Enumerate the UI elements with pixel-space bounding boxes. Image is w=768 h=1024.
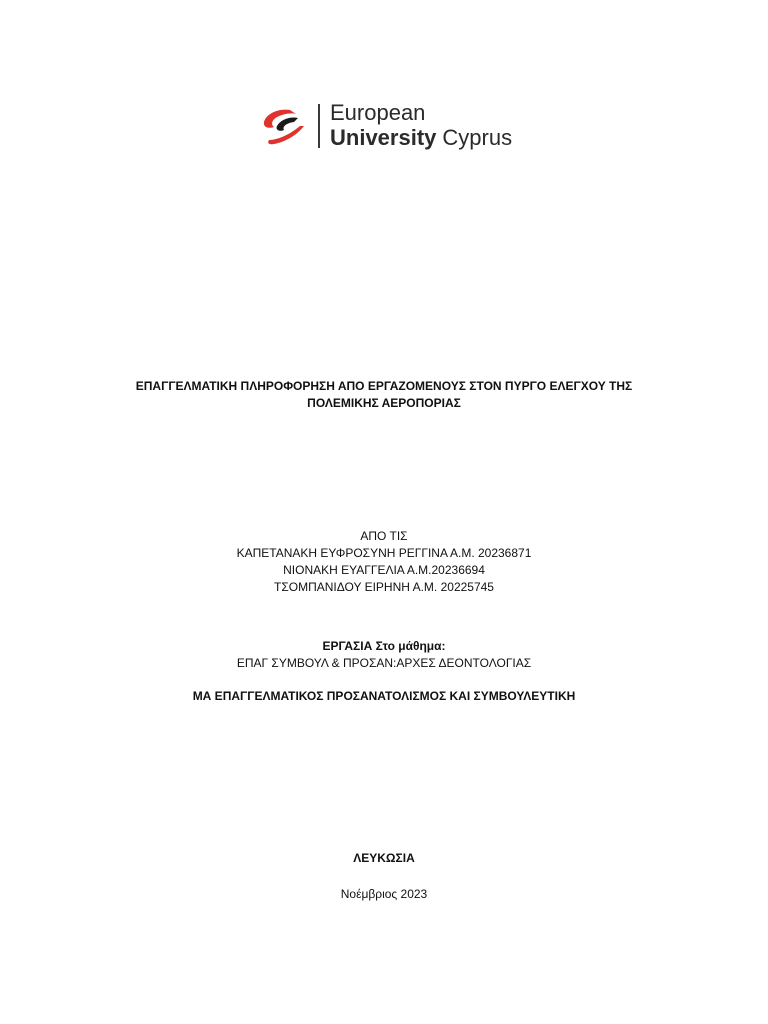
course-label: ΕΡΓΑΣΙΑ Στο μάθημα: [322, 639, 446, 653]
logo-divider [318, 104, 320, 148]
university-logo [260, 100, 520, 156]
university-logo-mark-icon [260, 102, 310, 152]
logo-line-2-light: Cyprus [442, 125, 513, 150]
city-name: ΛΕΥΚΩΣΙΑ [353, 851, 415, 865]
title-line-1: ΕΠΑΓΓΕΛΜΑΤΙΚΗ ΠΛΗΡΟΦΟΡΗΣΗ ΑΠΟ ΕΡΓΑΖΟΜΕΝΟΥΣ ΣΤΟΝ ΠΥΡΓΟ ΕΛΕΓΧΟΥ ΤΗΣ [135, 379, 633, 393]
logo-wordmark [330, 100, 512, 150]
document-title [0, 378, 768, 412]
author-name: ΚΑΠΕΤΑΝΑΚΗ ΕΥΦΡΟΣΥΝΗ ΡΕΓΓΙΝΑ Α.Μ. 20236871 [236, 546, 532, 560]
author-name: ΤΣΟΜΠΑΝΙΔΟΥ ΕΙΡΗΝΗ Α.Μ. 20225745 [274, 580, 494, 594]
course-block [0, 638, 768, 672]
course-name: ΕΠΑΓ ΣΥΜΒΟΥΛ & ΠΡΟΣΑΝ:ΑΡΧΕΣ ΔΕΟΝΤΟΛΟΓΙΑΣ [236, 656, 532, 670]
author-name: ΝΙΟΝΑΚΗ ΕΥΑΓΓΕΛΙΑ Α.Μ.20236694 [283, 563, 485, 577]
authors-block [0, 528, 768, 596]
logo-line-2 [330, 125, 512, 150]
submission-date: Νοέμβριος 2023 [340, 887, 428, 901]
program-name: ΜΑ ΕΠΑΓΓΕΛΜΑΤΙΚΟΣ ΠΡΟΣΑΝΑΤΟΛΙΣΜΟΣ ΚΑΙ ΣΥΜΒΟΥΛΕΥΤΙΚΗ [192, 689, 576, 703]
logo-line-2-bold: University [330, 125, 437, 150]
logo-line-1: European [330, 100, 426, 125]
title-line-2: ΠΟΛΕΜΙΚΗΣ ΑΕΡΟΠΟΡΙΑΣ [307, 396, 461, 410]
authors-intro: ΑΠΟ ΤΙΣ [360, 529, 408, 543]
